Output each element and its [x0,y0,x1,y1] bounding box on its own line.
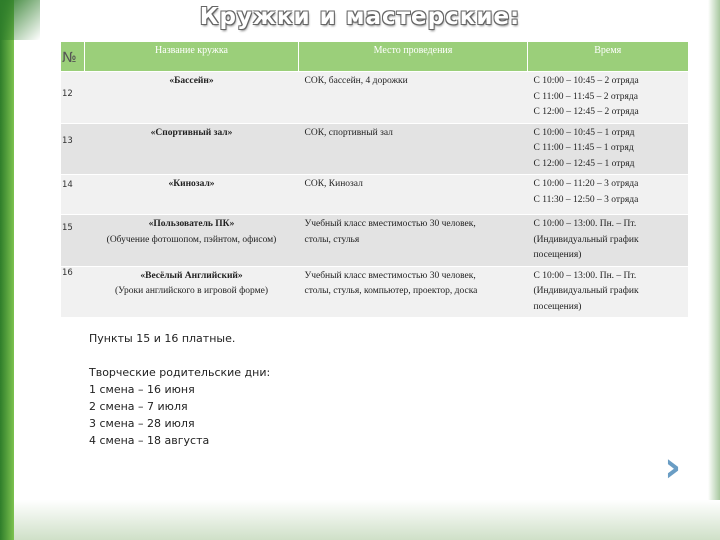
circle-name: «Весёлый Английский» [140,270,243,281]
time-line: С 10:00 – 10:45 – 1 отряд [533,127,635,138]
time-line: посещения) [533,301,582,312]
row-number: 13 [62,136,73,146]
place-cell [299,72,528,124]
place-line: СОК, спортивный зал [304,127,393,138]
slide-title: Кружки и мастерские: [199,4,521,30]
place-cell [299,175,528,215]
right-accent-bar [708,0,720,540]
circles-table [60,42,688,317]
parents-day-item: 1 смена – 16 июня [89,383,195,396]
bottom-accent-bar [14,500,720,540]
place-cell [299,266,528,317]
table-row [61,72,688,124]
circle-name-cell [85,72,299,124]
circle-name: «Бассейн» [169,76,214,86]
time-line: С 12:00 – 12:45 – 2 отряда [533,107,639,117]
circle-name: «Спортивный зал» [150,127,233,138]
row-number: 16 [62,268,73,278]
time-line: С 10:00 – 13:00. Пн. – Пт. [533,219,637,229]
time-line: С 11:00 – 11:45 – 1 отряд [533,143,634,153]
time-line: посещения) [533,250,582,260]
parents-days-heading: Творческие родительские дни: [89,366,271,379]
left-accent-bar [0,0,14,540]
parents-day-item: 3 смена – 28 июля [89,417,195,430]
time-line: (Индивидуальный график [533,286,639,296]
num-column-header: № [62,50,77,66]
circle-name-cell [85,175,299,215]
circle-description: (Обучение фотошопом, пэйнтом, офисом) [106,234,277,245]
circle-description: (Уроки английского в игровой форме) [114,286,268,296]
place-line: СОК, Кинозал [304,179,363,189]
place-line: столы, стулья [304,234,360,245]
paid-note: Пункты 15 и 16 платные. [89,332,236,345]
place-line: столы, стулья, компьютер, проектор, доска [304,286,478,296]
row-number: 12 [62,89,73,99]
place-cell [299,123,528,175]
place-line: Учебный класс вместимостью 30 человек, [304,219,476,229]
place-cell [299,215,528,267]
table-row [61,215,688,267]
time-line: С 10:00 – 10:45 – 2 отряда [533,76,639,86]
header-name: Название кружка [85,42,299,72]
chevron-right-icon[interactable]: › [664,442,682,491]
row-number: 14 [62,180,73,190]
time-cell [528,175,688,215]
time-cell [528,266,688,317]
table-header-row [61,42,688,72]
table-row [61,123,688,175]
circle-name-cell [85,266,299,317]
notes-block [89,330,270,449]
time-line: С 10:00 – 11:20 – 3 отряда [533,179,639,189]
parents-day-item: 4 смена – 18 августа [89,434,210,447]
circle-name: «Пользователь ПК» [148,219,235,229]
row-num-cell [61,123,85,175]
time-cell [528,123,688,175]
circle-name: «Кинозал» [168,179,215,189]
time-line: (Индивидуальный график [533,234,639,245]
circle-name-cell [85,123,299,175]
notes-spacer [89,347,270,364]
place-line: Учебный класс вместимостью 30 человек, [304,270,476,281]
time-cell [528,215,688,267]
time-cell [528,72,688,124]
row-number: 15 [62,223,73,233]
circle-name-cell [85,215,299,267]
place-line: СОК, бассейн, 4 дорожки [304,76,408,86]
time-line: С 10:00 – 13:00. Пн. – Пт. [533,270,637,281]
header-time: Время [528,42,688,72]
time-line: С 11:00 – 11:45 – 2 отряда [533,91,638,102]
parents-day-item: 2 смена – 7 июля [89,400,188,413]
time-line: С 11:30 – 12:50 – 3 отряда [533,194,639,205]
table-row [61,266,688,317]
time-line: С 12:00 – 12:45 – 1 отряд [533,158,635,169]
table-row [61,175,688,215]
header-place: Место проведения [299,42,528,72]
